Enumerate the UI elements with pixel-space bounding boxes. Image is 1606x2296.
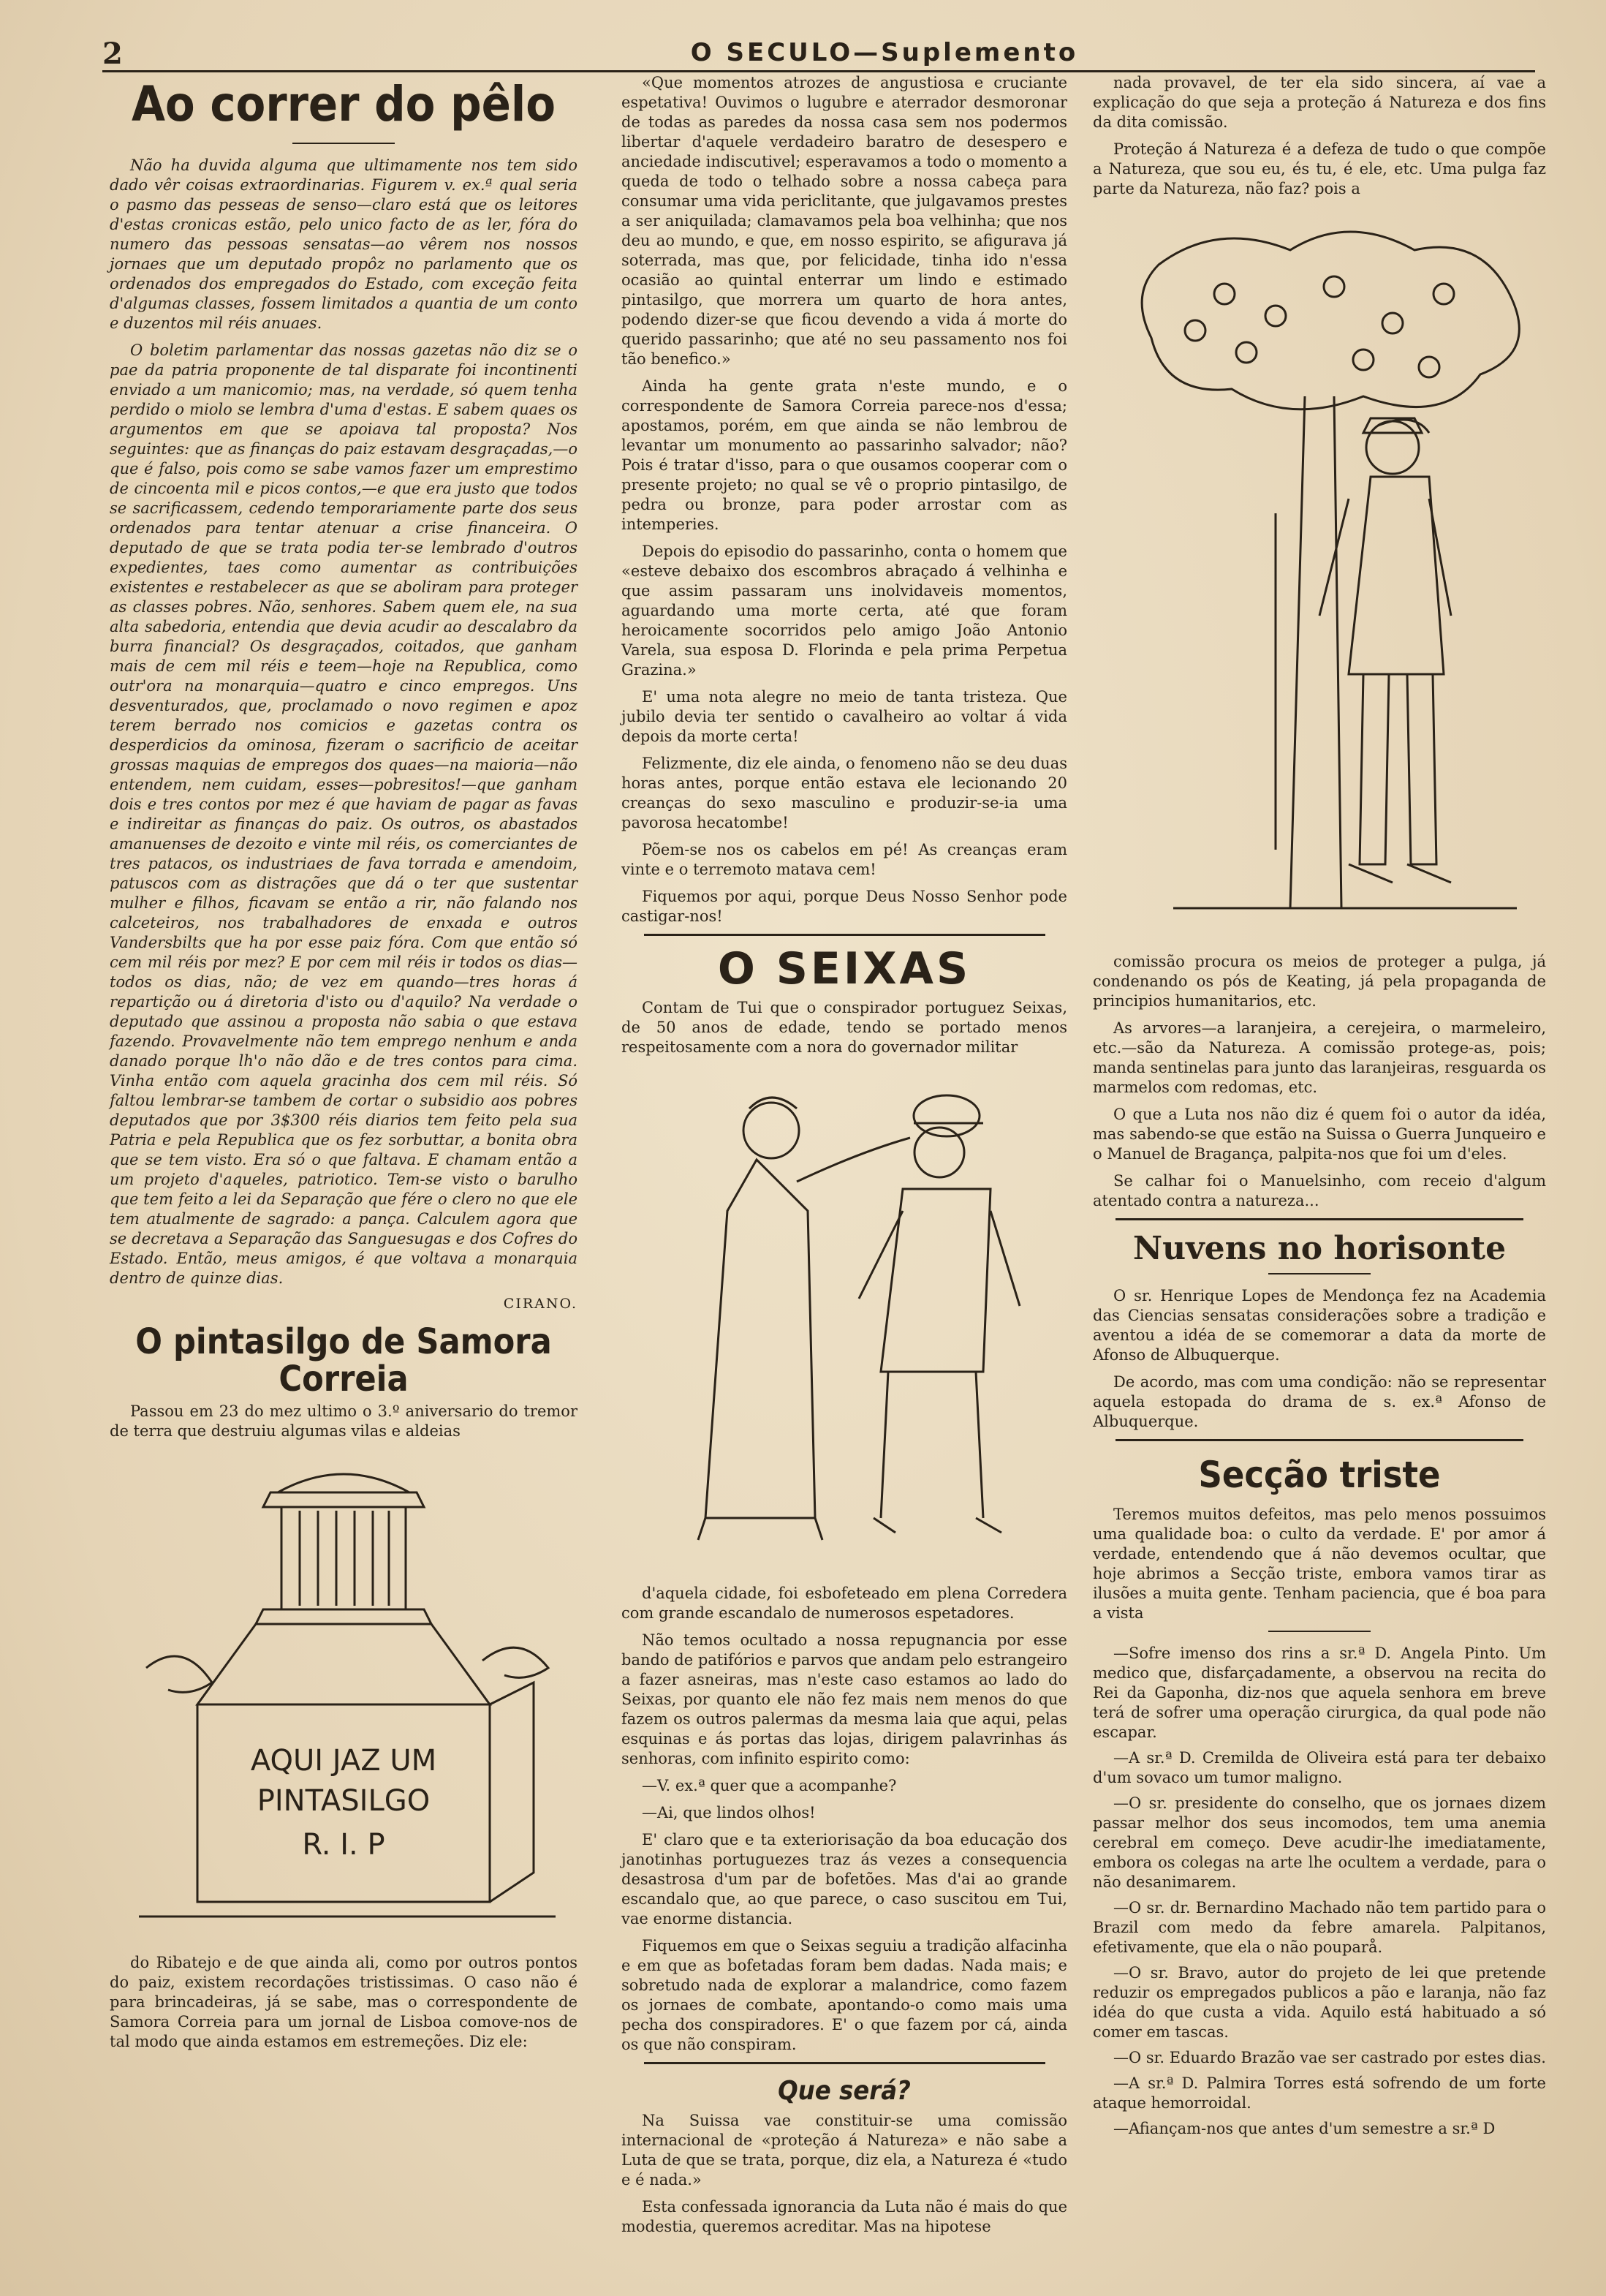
article-paragraph: As arvores—a laranjeira, a cerejeira, o marmeleiro, etc.—são da Natureza. A comissão protege-as, pois; manda sentinelas para junto das laranjeiras, resguarda os marmelos com redomas, etc. — [1093, 1019, 1546, 1096]
article-paragraph: O que a Luta nos não diz é quem foi o autor da idéa, mas sabendo-se que estão na Suissa o Guerra Junqueiro e o Manuel de Bragança, palpita-nos que foi um d'eles. — [1093, 1106, 1546, 1163]
article-paragraph: d'aquela cidade, foi esbofeteado em plena Corredera com grande escandalo de numerosos espetadores. — [621, 1585, 1067, 1622]
article-title-que-sera: Que será? — [778, 2076, 911, 2106]
article-paragraph: O sr. Henrique Lopes de Mendonça fez na Academia das Ciencias sensatas considerações sobre a tradição e aventou a idéa de se comemorar a data da morte de Afonso de Albuquerque. — [1093, 1287, 1546, 1364]
article-paragraph: De acordo, mas com uma condição: não se representar aquela estopada do drama de s. ex.ª Afonso de Albuquerque. — [1093, 1373, 1546, 1431]
masthead — [102, 37, 1535, 72]
column-1 — [110, 73, 577, 2179]
article-paragraph: comissão procura os meios de proteger a pulga, já condenando os pós de Keating, já pela propaganda de principios humanitarios, etc. — [1093, 953, 1546, 1010]
article-paragraph: E' uma nota alegre no meio de tanta tristeza. Que jubilo devia ter sentido o cavalheiro ao voltar á vida depois da morte certa! — [621, 688, 1067, 745]
page-number: 2 — [102, 37, 123, 71]
column-3 — [1093, 73, 1546, 2179]
seixas-illustration — [640, 1065, 1049, 1576]
tomb-line-1: AQUI JAZ UM — [250, 1744, 437, 1778]
article-paragraph: Proteção á Natureza é a defeza de tudo o que compõe a Natureza, que sou eu, és tu, é ele, etc. Uma pulga faz parte da Natureza, não faz? pois a — [1093, 140, 1546, 197]
article-paragraph: Fiquemos por aqui, porque Deus Nosso Senhor pode castigar-nos! — [621, 888, 1067, 925]
article-paragraph: Não ha duvida alguma que ultimamente nos tem sido dado vêr coisas extraordinarias. Figurem v. ex.ª qual seria o pasmo das pesseas de senso—claro está que os leitores d'estas cronicas estão, pelo unico facto de as ler, fóra do numero das pessoas sensatas—ao vêrem nos nossos jornaes que um deputado propôz no parlamento que os ordenados dos empregados do Estado, com exceção feita d'algumas classes, fossem limitados a quantia de um conto e duzentos mil réis anuaes. — [110, 156, 577, 333]
list-item: —O sr. Bravo, autor do projeto de lei que pretende reduzir os empregados publicos a pão e laranja, não faz idéa do que custa a vida. Aquilo está habituado a só comer em tascas. — [1093, 1963, 1546, 2041]
list-item: —A sr.ª D. Palmira Torres está sofrendo de um forte ataque hemorroidal. — [1093, 2074, 1546, 2112]
list-item: —Afiançam-nos que antes d'um semestre a sr.ª D — [1113, 2119, 1496, 2137]
article-paragraph: nada provavel, de ter ela sido sincera, aí vae a explicação do que seja a proteção á Natureza e dos fins da dita comissão. — [1093, 74, 1546, 131]
article-paragraph: —Ai, que lindos olhos! — [642, 1804, 816, 1821]
divider — [644, 2062, 1045, 2064]
article-paragraph: Se calhar foi o Manuelsinho, com receio d'algum atentado contra a natureza... — [1093, 1172, 1546, 1209]
article-paragraph: Passou em 23 do mez ultimo o 3.º aniversario do tremor de terra que destruiu algumas vilas e aldeias — [110, 1402, 577, 1440]
divider — [1116, 1218, 1523, 1220]
tomb-illustration — [124, 1449, 563, 1946]
divider — [644, 934, 1045, 936]
article-title-nuvens: Nuvens no horisonte — [1132, 1230, 1507, 1267]
tomb-inscription — [251, 1744, 436, 1862]
tomb-line-3: R. I. P — [302, 1828, 385, 1862]
list-item: —O sr. presidente do conselho, que os jornaes dizem passar melhor dos seus incomodos, tem uma anemia cerebral em começo. Deve acudir-lhe imediatamente, embora os colegas na arte lhe ocultem a verdade, para o não desanimarem. — [1093, 1794, 1546, 1891]
article-title-ao-correr: Ao correr do pêlo — [131, 76, 556, 132]
tomb-line-2: PINTASILGO — [257, 1784, 431, 1819]
tomb-drawing — [124, 1449, 563, 1946]
article-title-pintasilgo: O pintasilgo de Samora Correia — [135, 1321, 552, 1400]
woman-slapping-man-drawing — [640, 1065, 1049, 1576]
column-2 — [621, 73, 1067, 2235]
article-paragraph: Contam de Tui que o conspirador portuguez Seixas, de 50 anos de edade, tendo se portado menos respeitosamente com a nora do governador militar — [621, 999, 1067, 1056]
article-title-seixas: O SEIXAS — [717, 943, 971, 994]
soldier-tree-illustration — [1100, 206, 1539, 945]
article-paragraph: Esta confessada ignorancia da Luta não é mais do que modestia, queremos acreditar. Mas na hipotese — [621, 2197, 1067, 2235]
article-paragraph: do Ribatejo e de que ainda ali, como por outros pontos do paiz, existem recordações tristissimas. O caso não é para brincadeiras, já se sabe, mas o correspondente de Samora Correia para um jornal de Lisboa comove-nos de tal modo que ainda estamos em estremeções. Diz ele: — [110, 1954, 577, 2051]
soldier-guarding-tree-drawing — [1100, 206, 1539, 945]
article-paragraph: Ainda ha gente grata n'este mundo, e o correspondente de Samora Correia parece-nos d'essa; apostamos, porém, em que ainda se não lembrou de levantar um monumento ao passarinho salvador; não? Pois é tratar d'isso, para o que ousamos cooperar com o presente projeto; no qual se vê o proprio pintasilgo, de pedra ou bronze, para poder arrostar com as intemperies. — [621, 377, 1067, 533]
list-item: —A sr.ª D. Cremilda de Oliveira está para ter debaixo d'um sovaco um tumor maligno. — [1093, 1748, 1546, 1786]
article-paragraph: Depois do episodio do passarinho, conta o homem que «esteve debaixo dos escombros abraçado á velhinha e que assim passaram uns inolvidaveis momentos, aguardando uma morte certa, até que foram heroicamente socorridos pelo amigo João Antonio Varela, sua esposa D. Florinda e pela prima Perpetua Grazina.» — [621, 543, 1067, 679]
divider — [292, 143, 395, 144]
list-item: —O sr. Eduardo Brazão vae ser castrado por estes dias. — [1113, 2048, 1546, 2066]
article-paragraph: Na Suissa vae constituir-se uma comissão internacional de «proteção á Natureza» e não sabe a Luta de que se trata, porque, diz ela, a Natureza é «tudo e é nada.» — [621, 2111, 1067, 2189]
article-paragraph: Fiquemos em que o Seixas seguiu a tradição alfacinha e em que as bofetadas foram bem dadas. Nada mais; e sobretudo nada de explorar a malandrice, como fazem os jornaes de combate, apontando-o como mais uma pecha dos conspiradores. E' o que fazem por cá, ainda os que não conspiram. — [621, 1937, 1067, 2053]
divider — [1268, 1273, 1371, 1274]
divider — [1116, 1439, 1523, 1441]
article-paragraph: Felizmente, diz ele ainda, o fenomeno não se deu duas horas antes, porque então estava ele lecionando 20 creanças do sexo masculino e produzir-se-ia uma pavorosa hecatombe! — [621, 755, 1067, 831]
article-paragraph: Põem-se nos os cabelos em pé! As creanças eram vinte e o terremoto matava cem! — [621, 841, 1067, 878]
article-paragraph: E' claro que e ta exteriorisação da boa educação dos janotinhas portuguezes traz ás vezes a consequencia desastrosa d'um par de bofetões. Mas d'ai ao grande escandalo que, ao que parece, o caso suscitou em Tui, vae enorme distancia. — [621, 1831, 1067, 1927]
newspaper-title: O SECULO—Suplemento — [690, 38, 1079, 67]
article-title-seccao-triste: Secção triste — [1198, 1454, 1441, 1497]
signature: CIRANO. — [503, 1296, 577, 1313]
article-paragraph: «Que momentos atrozes de angustiosa e cruciante espetativa! Ouvimos o lugubre e aterrador desmoronar de todas as paredes da nossa casa sem nos podermos libertar d'aquele verdadeiro baratro de desespero e anciedade indiscutivel; esperavamos a todo o momento a queda de todo o telhado sobre a nossa cabeça para consumar uma vida periclitante, que julgavamos prestes a ser aniquilada; clamavamos pela boa velhinha; que nos deu ao mundo, e que, em nosso espirito, se afigurava já soterrada, mas que, por felicidade, tinha ido n'essa ocasião ao quintal enterrar um lindo e estimado pintasilgo, que morrera um quarto de hora antes, podendo dizer-se que ficou devendo a vida á morte do querido passarinho; que até no seu passamento nos foi tão benefico.» — [621, 74, 1067, 368]
divider — [1268, 1631, 1371, 1632]
list-item: —Sofre imenso dos rins a sr.ª D. Angela Pinto. Um medico que, disfarçadamente, a observou na recita do Rei da Gaponha, diz-nos que aquela senhora em breve terá de sofrer uma operação cirurgica, da qual pode não escapar. — [1093, 1644, 1546, 1741]
article-paragraph: —V. ex.ª quer que a acompanhe? — [642, 1777, 897, 1794]
article-paragraph: Teremos muitos defeitos, mas pelo menos possuimos uma qualidade boa: o culto da verdade. E' por amor á verdade, entendendo que á não devemos ocultar, que hoje abrimos a Secção triste, embora vamos tirar as ilusões a muita gente. Tenham paciencia, que é boa para a vista — [1093, 1505, 1546, 1622]
list-item: —O sr. dr. Bernardino Machado não tem partido para o Brazil com medo da febre amarela. Palpitanos, efetivamente, que ela o não pouparå. — [1093, 1898, 1546, 1956]
article-paragraph: O boletim parlamentar das nossas gazetas não diz se o pae da patria proponente de tal disparate foi incontinenti enviado a um manicomio; mas, na verdade, só quem tenha perdido o miolo se lembra d'uma d'estas. E sabem quaes os argumentos em que se apoiava tal proposta? Nos seguintes: que as finanças do paiz estavam desgraçadas,—o que é falso, pois como se sabe vamos fazer um emprestimo de cincoenta mil e picos contos,—e que era justo que todos se sacrificassem, cedendo temporariamente parte dos seus ordenados para tentar atenuar a crise financeira. O deputado de que se trata podia ter-se lembrado d'outros expedientes, taes como aumentar as contribuições existentes e restabelecer as que se aboliram para proteger as classes pobres. Não, senhores. Sabem quem ele, na sua alta sabedoria, entendia que devia acudir ao descalabro da burra financial? Os desgraçados, coitados, que ganham mais de cem mil réis e teem—hoje na Republica, como outr'ora na monarquia—quatro e cinco empregos. Uns desventurados, que, proclamado o novo regimen e apoz terem berrado nos comicios e gazetas contra os desperdicios da ominosa, fizeram o sacrificio de aceitar grossas maquias de empregos dos quaes—na maioria—não entendem, nem cuidam, esses—pobresitos!—que ganham dois e tres contos por mez é que haviam de pagar as favas e indireitar as finanças do paiz. Os outros, os abastados amanuenses de dezoito e vinte mil réis, os comerciantes de tres patacos, os industriaes de fava torrada e amendoim, patuscos com as distrações que dá o ter que sustentar mulher e filhos, ficavam se então a rir, não falando nos calceteiros, nos trabalhadores de enxada e outros Vandersbilts que ha por esse paiz fóra. Com que então só cem mil réis por mez? E por cem mil réis ir todos os dias—todos os dias, não; de vez em quando—tres horas á repartição ou á diretoria d'isto ou d'aquilo? Na verdade o deputado que assinou a proposta não sabia o que estava fazendo. Provavelmente não tem emprego nenhum e anda danado porque lh'o não dão e de tres contos para cima. Vinha então com aquela gracinha dos cem mil réis. Só faltou lembrar-se tambem de cortar o subsidio aos pobres deputados que por 3$300 réis diarios tem feito pela sua Patria e pela Republica que os fez sorbuttar, a bonita obra que se tem visto. Era só o que faltava. E chamam então a um projeto d'aqueles, patriotico. Tem-se visto o barulho que tem feito a lei da Separação que fére o clero no que ele tem atualmente de sagrado: a pança. Calculem agora que se decretava a Separação das Sanguesugas e dos Cofres do Estado. Então, meus amigos, é que voltava a monarquia dentro de quinze dias. — [110, 341, 577, 1288]
article-paragraph: Não temos ocultado a nossa repugnancia por esse bando de patifórios e parvos que andam pelo estrangeiro a fazer asneiras, mas n'este caso estamos ao lado do Seixas, por quanto ele não fez mais nem menos do que fazem os outros palermas da mesma laia que aqui, pelas esquinas e ás portas das lojas, dirigem palavrinhas ás senhoras, com infinito espirito como: — [621, 1631, 1067, 1767]
